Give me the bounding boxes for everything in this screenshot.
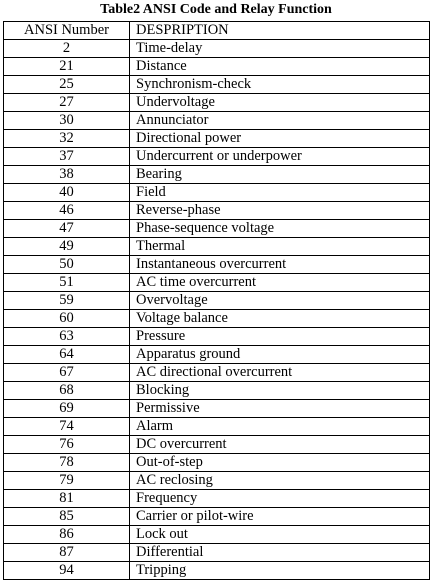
table-row: [4, 256, 430, 274]
ansi-number-cell: 32: [4, 130, 130, 148]
ansi-number-cell: 50: [4, 256, 130, 274]
table-row: [4, 292, 430, 310]
description-cell: Undercurrent or underpower: [130, 148, 430, 166]
description-cell: AC time overcurrent: [130, 274, 430, 292]
ansi-number-cell: 46: [4, 202, 130, 220]
table-row: [4, 166, 430, 184]
ansi-number-cell: 69: [4, 400, 130, 418]
table-row: [4, 310, 430, 328]
ansi-number-cell: 67: [4, 364, 130, 382]
description-cell: Differential: [130, 544, 430, 562]
description-cell: Reverse-phase: [130, 202, 430, 220]
description-cell: Pressure: [130, 328, 430, 346]
description-cell: Time-delay: [130, 40, 430, 58]
description-cell: Phase-sequence voltage: [130, 220, 430, 238]
description-cell: Field: [130, 184, 430, 202]
table-row: [4, 562, 430, 580]
table-row: [4, 490, 430, 508]
description-cell: Carrier or pilot-wire: [130, 508, 430, 526]
ansi-number-cell: 60: [4, 310, 130, 328]
ansi-number-cell: 49: [4, 238, 130, 256]
ansi-number-cell: 51: [4, 274, 130, 292]
ansi-number-cell: 63: [4, 328, 130, 346]
ansi-number-cell: 94: [4, 562, 130, 580]
ansi-number-cell: 37: [4, 148, 130, 166]
ansi-number-cell: 27: [4, 94, 130, 112]
ansi-number-cell: 86: [4, 526, 130, 544]
ansi-number-cell: 25: [4, 76, 130, 94]
table-row: [4, 328, 430, 346]
description-cell: Annunciator: [130, 112, 430, 130]
description-cell: Apparatus ground: [130, 346, 430, 364]
table-caption: Table2 ANSI Code and Relay Function: [100, 2, 332, 17]
description-cell: Synchronism-check: [130, 76, 430, 94]
table-row: [4, 184, 430, 202]
ansi-number-cell: 40: [4, 184, 130, 202]
table-row: [4, 436, 430, 454]
table-row: [4, 40, 430, 58]
table-row: [4, 418, 430, 436]
description-cell: DC overcurrent: [130, 436, 430, 454]
ansi-number-cell: 87: [4, 544, 130, 562]
table-body: [4, 40, 430, 580]
ansi-number-cell: 38: [4, 166, 130, 184]
description-cell: Frequency: [130, 490, 430, 508]
ansi-number-cell: 2: [4, 40, 130, 58]
description-cell: Instantaneous overcurrent: [130, 256, 430, 274]
table-row: [4, 454, 430, 472]
table-row: [4, 238, 430, 256]
ansi-number-cell: 68: [4, 382, 130, 400]
description-cell: Lock out: [130, 526, 430, 544]
table-row: [4, 472, 430, 490]
ansi-number-cell: 47: [4, 220, 130, 238]
ansi-number-cell: 85: [4, 508, 130, 526]
description-cell: Voltage balance: [130, 310, 430, 328]
description-cell: Distance: [130, 58, 430, 76]
column-header-ansi-number: ANSI Number: [4, 22, 130, 40]
table-row: [4, 58, 430, 76]
table-row: [4, 94, 430, 112]
description-cell: Blocking: [130, 382, 430, 400]
description-cell: Bearing: [130, 166, 430, 184]
table-row: [4, 508, 430, 526]
table-row: [4, 382, 430, 400]
table-header-row: [4, 22, 430, 40]
description-cell: Overvoltage: [130, 292, 430, 310]
table-row: [4, 346, 430, 364]
table-row: [4, 220, 430, 238]
table-row: [4, 400, 430, 418]
description-cell: AC reclosing: [130, 472, 430, 490]
ansi-number-cell: 79: [4, 472, 130, 490]
ansi-number-cell: 59: [4, 292, 130, 310]
table-row: [4, 148, 430, 166]
description-cell: Alarm: [130, 418, 430, 436]
ansi-number-cell: 74: [4, 418, 130, 436]
table-row: [4, 526, 430, 544]
description-cell: Thermal: [130, 238, 430, 256]
table-row: [4, 364, 430, 382]
ansi-number-cell: 64: [4, 346, 130, 364]
table-row: [4, 112, 430, 130]
table-row: [4, 544, 430, 562]
ansi-code-table: [3, 21, 430, 580]
description-cell: Permissive: [130, 400, 430, 418]
table-row: [4, 76, 430, 94]
column-header-description: DESPRIPTION: [130, 22, 430, 40]
description-cell: Tripping: [130, 562, 430, 580]
description-cell: AC directional overcurrent: [130, 364, 430, 382]
description-cell: Undervoltage: [130, 94, 430, 112]
ansi-number-cell: 30: [4, 112, 130, 130]
description-cell: Out-of-step: [130, 454, 430, 472]
description-cell: Directional power: [130, 130, 430, 148]
ansi-number-cell: 21: [4, 58, 130, 76]
ansi-number-cell: 78: [4, 454, 130, 472]
table-row: [4, 130, 430, 148]
table-row: [4, 274, 430, 292]
ansi-number-cell: 76: [4, 436, 130, 454]
ansi-number-cell: 81: [4, 490, 130, 508]
table-row: [4, 202, 430, 220]
